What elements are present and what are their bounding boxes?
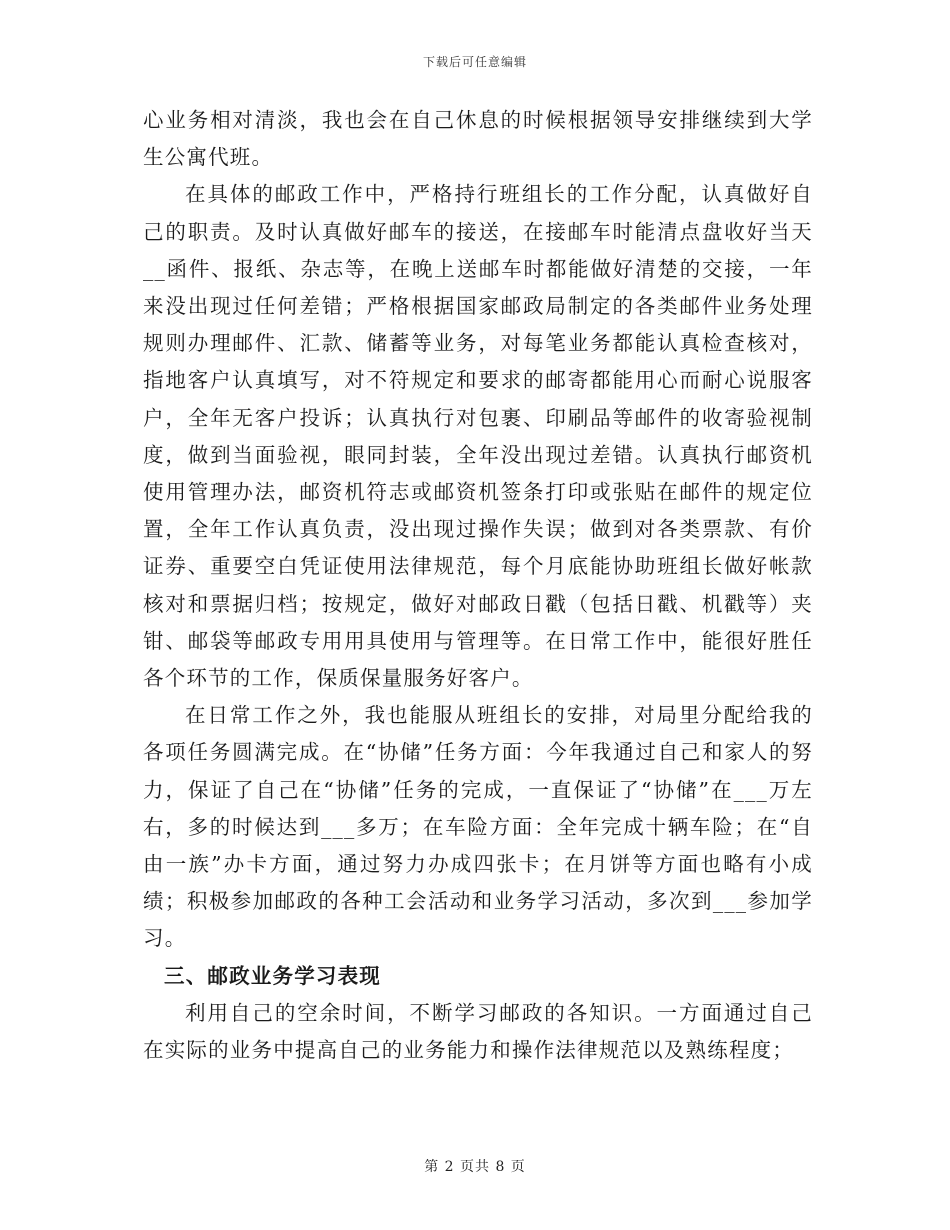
- section-heading: 三、邮政业务学习表现: [164, 963, 381, 988]
- paragraph-1: 心业务相对清淡，我也会在自己休息的时候根据领导安排继续到大学生公寓代班。: [143, 108, 813, 170]
- page-number: 第 2 页共 8 页: [424, 1159, 526, 1175]
- paragraph-3: 在日常工作之外，我也能服从班组长的安排，对局里分配给我的各项任务圆满完成。在“协储”任务方面：今年我通过自己和家人的努力，保证了自己在“协储”任务的完成，一直保证了“协储”在___万左右，多的时候达到___多万；在车险方面：全年完成十辆车险；在“自由一族”办卡方面，通过努力办成四张卡；在月饼等方面也略有小成绩；积极参加邮政的各种工会活动和业务学习活动，多次到___参加学习。: [143, 703, 813, 951]
- paragraph-2: 在具体的邮政工作中，严格持行班组长的工作分配，认真做好自己的职责。及时认真做好邮车的接送，在接邮车时能清点盘收好当天__函件、报纸、杂志等，在晚上送邮车时都能做好清楚的交接，一年来没出现过任何差错；严格根据国家邮政局制定的各类邮件业务处理规则办理邮件、汇款、储蓄等业务，对每笔业务都能认真检查核对，指地客户认真填写，对不符规定和要求的邮寄都能用心而耐心说服客户，全年无客户投诉；认真执行对包裹、印刷品等邮件的收寄验视制度，做到当面验视，眼同封装，全年没出现过差错。认真执行邮资机使用管理办法，邮资机符志或邮资机签条打印或张贴在邮件的规定位置，全年工作认真负责，没出现过操作失误；做到对各类票款、有价证券、重要空白凭证使用法律规范，每个月底能协助班组长做好帐款核对和票据归档；按规定，做好对邮政日戳（包括日戳、机戳等）夹钳、邮袋等邮政专用用具使用与管理等。在日常工作中，能很好胜任各个环节的工作，保质保量服务好客户。: [143, 182, 813, 691]
- document-body: [143, 102, 813, 1069]
- paragraph-4: 利用自己的空余时间，不断学习邮政的各知识。一方面通过自己在实际的业务中提高自己的业务能力和操作法律规范以及熟练程度；: [143, 1000, 813, 1063]
- page-header: 下载后可任意编辑: [422, 55, 527, 69]
